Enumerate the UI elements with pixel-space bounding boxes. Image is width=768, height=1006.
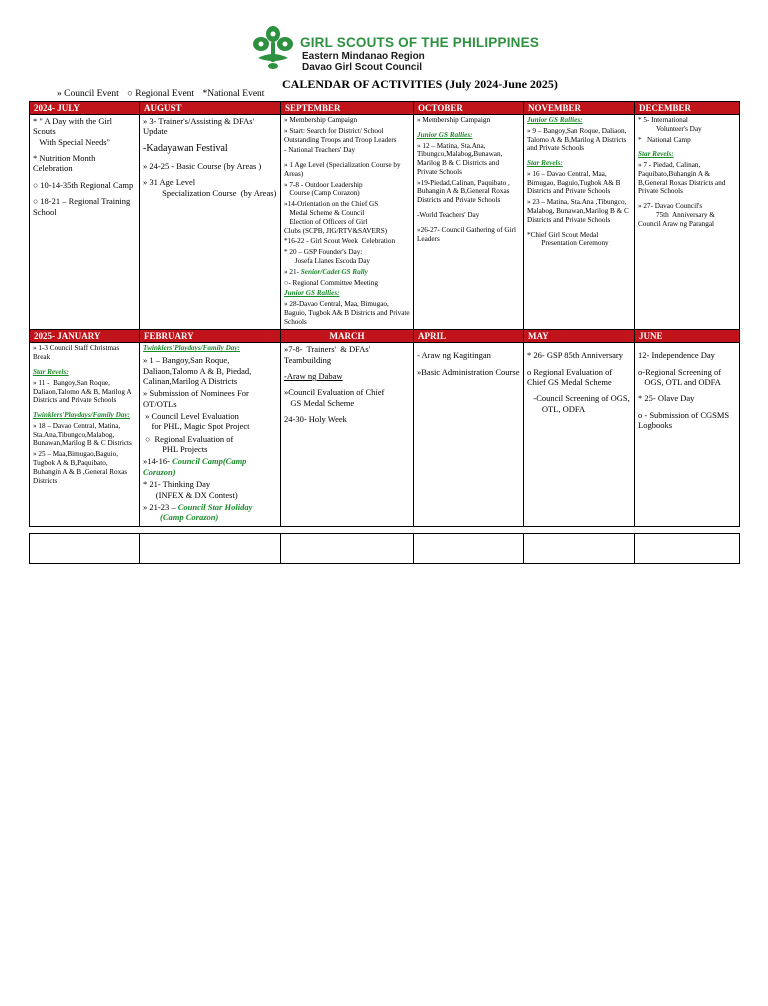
council-camp: Council Camp(Camp Corazon) [143,456,249,477]
event-item: » 25 – Maa,Bimugao,Baguio, Tugbok A & B,Paquibato, Buhangin A & B ,General Roxas Districts [33,450,130,485]
event-item: » 12 – Matina, Sta.Ana, Tibungco,Malabog,Bunawan, Marilog B & C Districts and Private Schools [417,141,505,176]
event-item: »Council Evaluation of Chief GS Medal Scheme [284,387,385,408]
month-row [30,115,740,330]
event-item: 24-30- Holy Week [284,414,347,425]
event-item: * " A Day with the Girl Scouts With Special Needs" [33,116,113,147]
month-row [30,343,740,526]
event-item: -World Teachers' Day [417,211,480,220]
cell-august [140,115,281,330]
event-item: » 7 - Piedad, Calinan, Paquibato,Buhangin A & B,General Roxas Districts and Private Schools [638,161,728,196]
event-item: » 1 Age Level (Specialization Course by Areas) [284,161,402,178]
calendar-title: CALENDAR OF ACTIVITIES (July 2024-June 2025) [282,77,558,91]
event-item: * 20 – GSP Founder's Day: Josefa Llanes Escoda Day [284,248,371,265]
event-item: » Council Level Evaluation for PHL, Magic Spot Project [145,410,250,432]
event-item: »19-Piedad,Calinan, Paquibato , Buhangin A & B,General Roxas Districts and Private Schools [417,178,512,205]
council-star-holiday: Council Star Holiday (Camp Corazon) [160,501,253,523]
event-item: *16-22 - Girl Scout Week Celebration [284,237,396,246]
legend-regional: ○ Regional Event [127,89,195,99]
month-header-row [30,330,740,343]
event-item: * 21- Thinking Day (INFEX & DX Contest) [143,479,238,500]
cell-november [524,115,635,330]
event-item: » Membership Campaign [284,116,358,124]
event-item: -Araw ng Dabaw [284,371,343,382]
event-item: » 24-25 - Basic Course (by Areas ) [143,160,262,171]
month-header-june: JUNE [635,330,740,343]
event-item: » 28-Davao Central, Maa, Bimugao, Baguio, Tugbok A& B Districts and Private Schools [284,300,412,326]
event-item: » Membership Campaign [417,116,491,124]
council-name: Davao Girl Scout Council [302,62,423,73]
month-header-december: DECEMBER [635,102,740,115]
month-header-july: 2024- JULY [30,102,140,115]
cell-march [281,343,414,526]
junior-rallies-heading: Junior GS Rallies: [417,130,473,139]
month-header-may: MAY [524,330,635,343]
empty-cell [30,534,140,564]
month-header-october: OCTOBER [414,102,524,115]
event-item: » 7-8 - Outdoor Leadership Course (Camp Corazon) [284,180,363,198]
document-header [0,0,768,100]
cell-january [30,343,140,526]
event-item: o Regional Evaluation of Chief GS Medal Scheme [527,366,613,388]
cell-october [414,115,524,330]
event-item: » 23 – Matina, Sta.Ana ,Tibungco, Malabog, Bunawan,Marilog B & C Districts and Private Schools [527,198,631,224]
organization-name: GIRL SCOUTS OF THE PHILIPPINES [300,35,540,50]
event-item: ○- Regional Committee Meeting [284,278,378,287]
event-item: * 25- Olave Day [638,393,695,404]
event-item: * 26- GSP 85th Anniversary [527,350,624,361]
event-item: ○ 18-21 – Regional Training School [33,196,133,217]
event-item: 12- Independence Day [638,350,715,361]
event-item: ○ 10-14-35th Regional Camp [33,179,134,190]
cell-july [30,115,140,330]
event-item: -Council Screening of OGS, OTL, ODFA [533,393,630,414]
event-item: - National Teachers' Day [284,146,356,155]
event-item: * 5- International Volunteer's Day [638,116,702,133]
event-item: » 18 – Davao Central, Matina, Sta.Ana,Tibungco,Malabog, Bunawan,Marilog B & C Districts [33,421,132,448]
event-item: » 1 – Bangoy,San Roque, Daliaon,Talomo A & B, Piedad, Calinan,Marilog A Districts [143,355,254,386]
event-item: » 3- Trainer's/Assisting & DFAs' Update [143,116,257,137]
empty-cell [414,534,524,564]
calendar-table [29,101,740,527]
event-text: » 21-23 – [143,501,178,512]
empty-cell [635,534,740,564]
trefoil-logo-icon [248,24,298,70]
cell-february [140,343,281,526]
empty-table-row [29,533,740,564]
senior-cadet-rally: Senior/Cadet GS Rally [300,267,368,276]
star-revels-heading: Star Revels: [527,159,563,168]
event-item: » 16 – Davao Central, Maa, Bimugao, Baguio,Tugbok A& B Districts and Private Schools [527,169,623,196]
cell-december [635,115,740,330]
month-header-january: 2025- JANUARY [30,330,140,343]
legend-council: » Council Event [57,89,119,99]
region-name: Eastern Mindanao Region [302,51,425,62]
event-item: » 1-3 Council Staff Christmas Break [33,344,121,362]
event-item [143,456,277,477]
legend [57,89,270,99]
empty-cell [281,534,414,564]
month-header-september: SEPTEMBER [281,102,414,115]
star-revels-heading: Star Revels: [33,367,69,376]
legend-national: *National Event [202,89,265,99]
event-item: -Kadayawan Festival [143,142,228,154]
event-item: » Start: Search for District/ School Outstanding Troops and Troop Leaders [284,126,397,144]
event-item: » 27- Davao Council's 75th Anniversary & Council Araw ng Parangal [638,202,715,228]
event-item: ○ Regional Evaluation of PHL Projects [145,433,234,455]
event-item: * Nutrition Month Celebration [33,153,98,174]
empty-cell [524,534,635,564]
month-header-august: AUGUST [140,102,281,115]
month-header-november: NOVEMBER [524,102,635,115]
event-text: » 21- [284,267,301,276]
event-item: *Chief Girl Scout Medal Presentation Ceremony [527,230,609,248]
cell-september [281,115,414,330]
empty-cell [140,534,281,564]
cell-april [414,343,524,526]
event-item [284,268,410,277]
twinklers-heading: Twinklers'Playdays/Family Day: [143,344,240,353]
event-item: »26-27- Council Gathering of Girl Leaders [417,225,518,243]
event-item: » 31 Age Level Specialization Course (by Areas) [143,177,277,198]
cell-may [524,343,635,526]
empty-row [30,534,740,564]
event-item: »14-Orientation on the Chief GS Medal Scheme & Council Election of Officers of Girl Clubs (SCPB, JIG/RTV&SAVERS) [284,200,388,235]
event-item: »7-8- Trainers' & DFAs' Teambuilding [284,344,371,365]
twinklers-heading: Twinklers'Playdays/Family Day: [33,411,130,420]
event-item: » 11 - Bangoy,San Roque, Daliaon,Talomo A& B, Marilog A Districts and Private Schools [33,378,133,405]
month-header-february: FEBRUARY [140,330,281,343]
event-item [143,502,277,523]
junior-rallies-heading: Junior GS Rallies: [284,289,340,298]
event-item: » 9 – Bangoy,San Roque, Daliaon, Talomo A & B,Marilog A Districts and Private Schools [527,126,629,153]
junior-rallies-heading: Junior GS Rallies: [527,116,583,124]
star-revels-heading: Star Revels: [638,150,674,159]
event-item: * National Camp [638,135,691,144]
event-item: »Basic Administration Course [417,366,520,377]
event-item: o-Regional Screening of OGS, OTL and ODFA [638,366,722,388]
event-item: o - Submission of CGSMS Logbooks [638,409,730,431]
month-header-row [30,102,740,115]
month-header-april: APRIL [414,330,524,343]
event-item: » Submission of Nominees For OT/OTLs [143,388,251,409]
event-item: - Araw ng Kagitingan [417,350,491,361]
event-text: »14-16- [143,456,173,467]
cell-june [635,343,740,526]
month-header-march: MARCH [281,330,414,343]
